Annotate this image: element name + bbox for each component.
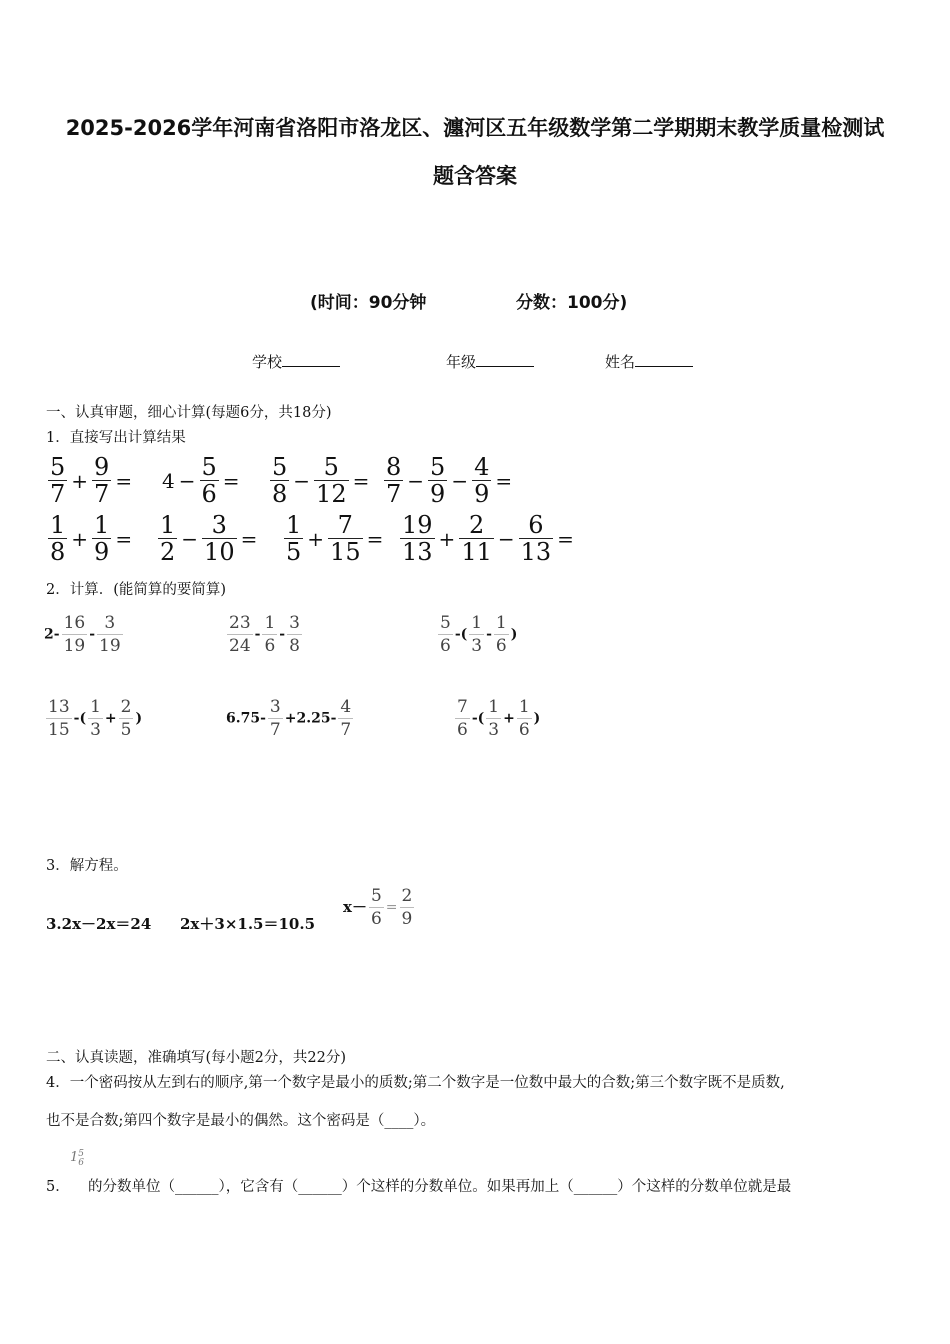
section1-heading: 一、认真审题，细心计算(每题6分，共18分): [46, 405, 332, 421]
q2-expr-3: $\frac{5}{6}$ -( $\frac{1}{3}$ - $\frac{1}{6}$ ): [440, 613, 518, 656]
name-blank[interactable]: [635, 352, 693, 367]
q1-expr-7: $\frac{1}{5}$ + $\frac{7}{15}$ =: [286, 511, 384, 566]
q5-mixed-number: 1 5 6: [70, 1149, 85, 1168]
q2-label: 2．计算．(能简算的要简算): [46, 582, 227, 598]
grade-label: 年级: [446, 353, 477, 371]
q2-expr-1: 2- $\frac{16}{19}$ - $\frac{3}{19}$: [44, 613, 121, 656]
score-label: 分数：100分): [516, 293, 628, 313]
doc-title-line1: 2025-2026学年河南省洛阳市洛龙区、瀍河区五年级数学第二学期期末教学质量检测试: [65, 116, 885, 140]
q1-expr-5: $\frac{1}{8}$ + $\frac{1}{9}$ =: [50, 511, 133, 566]
q3-eq-3-prefix: x－: [343, 898, 367, 916]
grade-field: [446, 351, 534, 372]
q2-expr-5: 6.75- $\frac{3}{7}$ +2.25- $\frac{4}{7}$: [226, 697, 352, 740]
q3-label: 3．解方程。: [46, 858, 128, 874]
school-blank[interactable]: [282, 352, 340, 367]
q1-expr-3: $\frac{5}{8}$ − $\frac{5}{12}$ =: [272, 453, 370, 508]
q2-expr-2: $\frac{23}{24}$ - $\frac{1}{6}$ - $\frac{3}{8}$: [229, 613, 300, 656]
q1-label: 1．直接写出计算结果: [46, 430, 186, 446]
q3-eq-3: x－ $\frac{5}{6}$ = $\frac{2}{9}$: [343, 886, 413, 929]
q3-eq-1: 3.2x－2x＝24: [46, 915, 152, 933]
q2-expr-1-prefix: 2-: [44, 626, 60, 643]
q2-expr-5-prefix: 6.75-: [226, 710, 266, 727]
name-field: [605, 351, 693, 372]
section2-heading: 二、认真读题，准确填写(每小题2分，共22分): [46, 1050, 346, 1066]
q1-expr-8: $\frac{19}{13}$ + $\frac{2}{11}$ − $\frac{6}{13}$ =: [402, 511, 574, 566]
q1-expr-2: 4 − $\frac{5}{6}$ =: [162, 453, 240, 508]
school-field: [252, 351, 340, 372]
q4-line2: 也不是合数;第四个数字是最小的偶然。这个密码是（____）。: [46, 1113, 436, 1129]
q1-expr-6: $\frac{1}{2}$ − $\frac{3}{10}$ =: [160, 511, 258, 566]
time-label: (时间：90分钟: [310, 293, 427, 313]
doc-title-line2: 题含答案: [433, 164, 517, 188]
q1-expr-1: $\frac{5}{7}$ + $\frac{9}{7}$ =: [50, 453, 133, 508]
q1-expr-4: $\frac{8}{7}$ − $\frac{5}{9}$ − $\frac{4}{9}$ =: [386, 453, 513, 508]
grade-blank[interactable]: [476, 352, 534, 367]
q2-expr-6: $\frac{7}{6}$ -( $\frac{1}{3}$ + $\frac{1}{6}$ ): [457, 697, 541, 740]
q5-number: 5．: [46, 1179, 70, 1195]
q3-eq-2: 2x＋3×1.5＝10.5: [180, 915, 316, 933]
q2-expr-5-mid: +2.25-: [284, 710, 337, 727]
q2-expr-4: $\frac{13}{15}$ -( $\frac{1}{3}$ + $\frac{2}{5}$ ): [48, 697, 143, 740]
q5-text: 的分数单位（______），它含有（______）个这样的分数单位。如果再加上（______）个这样的分数单位就是最: [88, 1179, 792, 1195]
school-label: 学校: [252, 353, 283, 371]
q4-line1: 4．一个密码按从左到右的顺序,第一个数字是最小的质数;第二个数字是一位数中最大的合数;第三个数字既不是质数,: [46, 1075, 785, 1091]
name-label: 姓名: [605, 353, 636, 371]
